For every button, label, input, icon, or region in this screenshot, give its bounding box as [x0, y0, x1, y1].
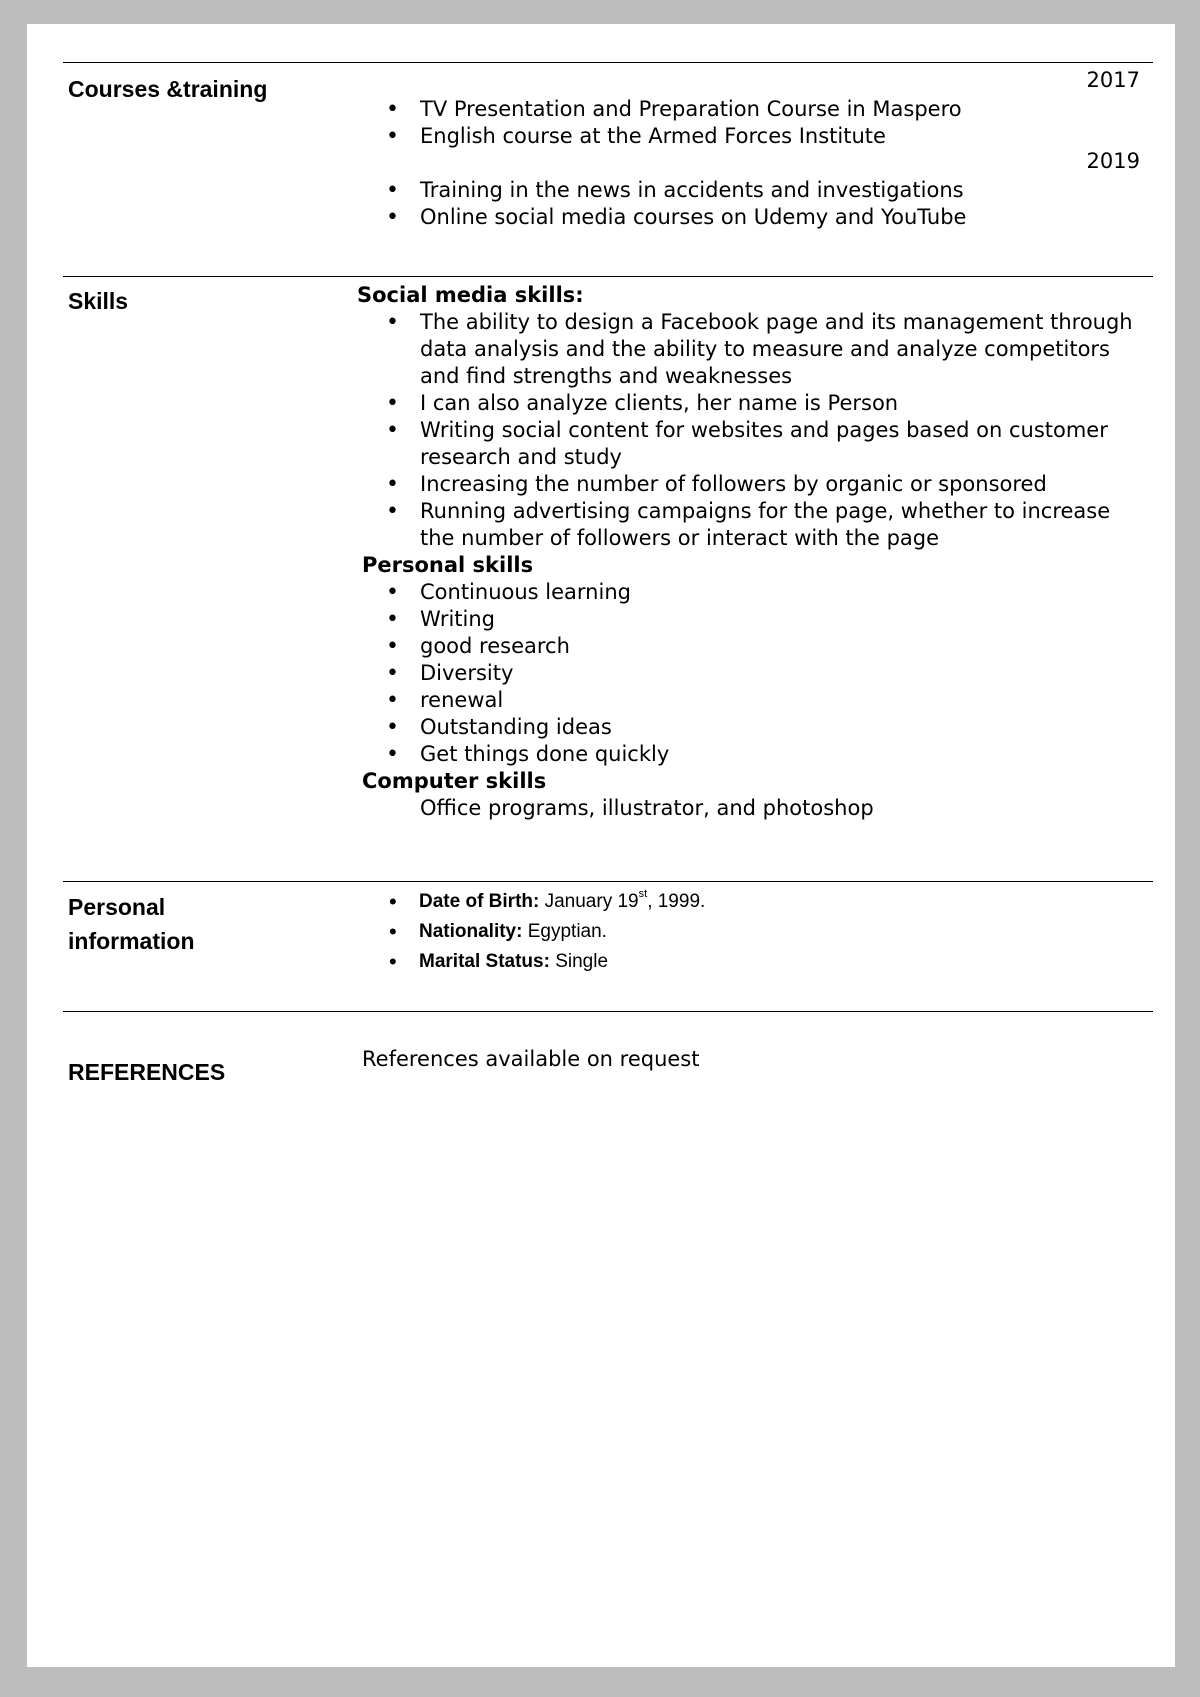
- nationality: [389, 917, 989, 947]
- personal-info-heading-line1: Personal: [68, 894, 166, 920]
- course-year-2019: 2019: [1086, 149, 1140, 173]
- skill-item: • Get things done quickly: [358, 741, 1062, 768]
- date-of-birth: [389, 887, 989, 917]
- date-of-birth-suffix: st: [638, 888, 648, 900]
- marital-status: [389, 947, 989, 977]
- nationality-value: Egyptian.: [522, 921, 607, 942]
- personal-info-heading: [68, 890, 195, 958]
- marital-status-label: Marital Status:: [419, 951, 550, 972]
- date-of-birth-label: Date of Birth:: [419, 891, 540, 912]
- skill-item: • The ability to design a Facebook page and its management through data analysis and the ability to measure and analyze competitors and find strengths and weaknesses: [358, 309, 1148, 390]
- skill-item: • Writing social content for websites and pages based on customer research and study: [358, 417, 1148, 471]
- computer-skills-text: Office programs, illustrator, and photoshop: [420, 796, 874, 820]
- course-year-2017: 2017: [1086, 68, 1140, 92]
- date-of-birth-value: January 19: [539, 891, 639, 912]
- personal-skills: [362, 552, 1062, 768]
- section-divider: [63, 881, 1153, 882]
- skill-item: • Outstanding ideas: [358, 714, 1062, 741]
- course-item: • Training in the news in accidents and investigations: [358, 177, 1058, 204]
- skill-item: • I can also analyze clients, her name is Person: [358, 390, 1148, 417]
- computer-skills: [362, 768, 1062, 822]
- marital-status-value: Single: [549, 951, 609, 972]
- skill-item: • Increasing the number of followers by organic or sponsored: [358, 471, 1148, 498]
- course-item: • English course at the Armed Forces Institute: [358, 123, 1058, 150]
- skills-heading: Skills: [68, 288, 129, 314]
- skill-item: • Continuous learning: [358, 579, 1062, 606]
- section-divider: [63, 1011, 1153, 1012]
- skill-item: • renewal: [358, 687, 1062, 714]
- date-of-birth-year: , 1999.: [647, 891, 706, 912]
- personal-skills-title: Personal skills: [362, 553, 534, 577]
- personal-info-list: [389, 887, 989, 977]
- social-media-skills: [358, 282, 1148, 552]
- skill-item: • Writing: [358, 606, 1062, 633]
- skill-item: • good research: [358, 633, 1062, 660]
- courses-list-1: [358, 96, 1058, 150]
- skill-item: • Diversity: [358, 660, 1062, 687]
- personal-info-heading-line2: information: [68, 928, 195, 954]
- course-item: • TV Presentation and Preparation Course in Maspero: [358, 96, 1058, 123]
- course-item: • Online social media courses on Udemy and YouTube: [358, 204, 1058, 231]
- resume-page: [27, 24, 1175, 1667]
- section-divider: [63, 62, 1153, 63]
- courses-heading: Courses &training: [68, 76, 268, 102]
- courses-list-2: [358, 177, 1058, 231]
- section-divider: [63, 276, 1153, 277]
- references-text: References available on request: [362, 1047, 700, 1071]
- social-media-skills-title: Social media skills:: [357, 283, 584, 307]
- skill-item: • Running advertising campaigns for the page, whether to increase the number of followers or interact with the page: [358, 498, 1148, 552]
- nationality-label: Nationality:: [419, 921, 523, 942]
- computer-skills-title: Computer skills: [362, 769, 547, 793]
- references-heading: REFERENCES: [68, 1059, 226, 1085]
